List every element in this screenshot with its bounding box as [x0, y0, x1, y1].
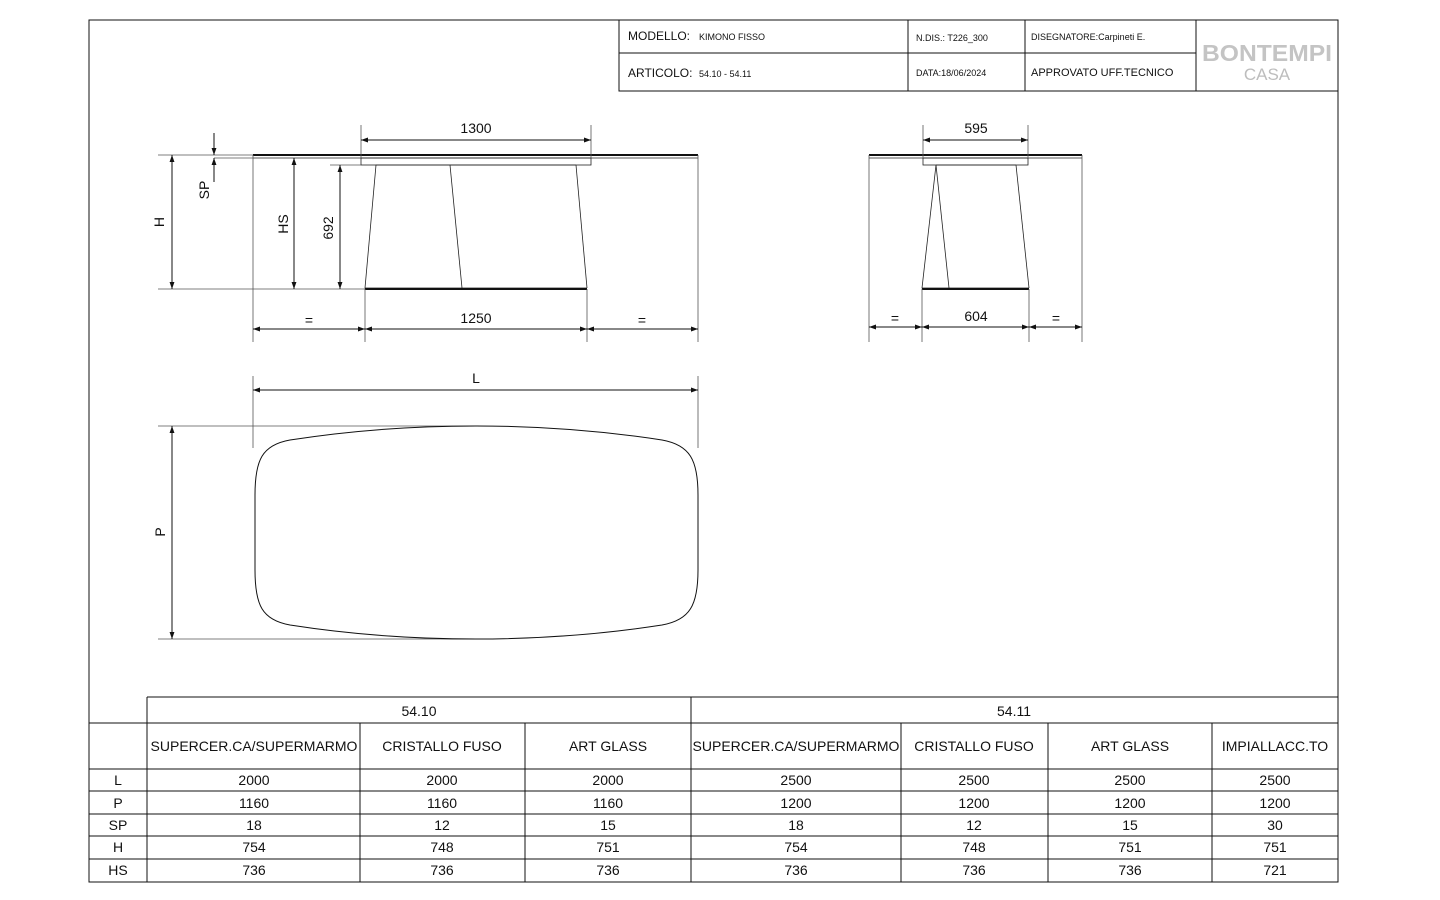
- table-cell: 1200: [958, 795, 990, 811]
- row-label: HS: [108, 862, 128, 878]
- table-cell: 2500: [780, 772, 812, 788]
- front-base-width-dim: 1250: [460, 310, 492, 326]
- table-cell: 1200: [1259, 795, 1291, 811]
- modello-label: MODELLO:: [628, 29, 691, 43]
- table-cell: 18: [246, 817, 262, 833]
- table-cell: 2500: [1259, 772, 1291, 788]
- title-block: [619, 20, 1338, 91]
- table-cell: 2000: [238, 772, 270, 788]
- table-cell: 2000: [426, 772, 458, 788]
- table-cell: 1160: [426, 795, 458, 811]
- table-top-outline: [255, 426, 698, 639]
- plan-depth-label: P: [152, 527, 168, 537]
- table-row: [113, 839, 1287, 855]
- drawing-date: DATA:18/06/2024: [916, 68, 987, 78]
- row-label: H: [112, 839, 124, 855]
- table-cell: 2500: [1114, 772, 1146, 788]
- column-header: CRISTALLO FUSO: [382, 738, 502, 754]
- spec-table: [89, 697, 1338, 882]
- front-right-equal: =: [637, 312, 647, 328]
- column-header: ART GLASS: [1090, 738, 1170, 754]
- table-cell: 1160: [238, 795, 270, 811]
- row-label: P: [113, 795, 123, 811]
- table-cell: 1200: [1114, 795, 1146, 811]
- row-label: SP: [108, 817, 128, 833]
- side-view: [869, 120, 1082, 342]
- brand-logo-top: BONTEMPI: [1202, 40, 1332, 66]
- table-cell: 754: [242, 839, 266, 855]
- table-cell: 15: [1122, 817, 1138, 833]
- table-cell: 12: [966, 817, 982, 833]
- approval: APPROVATO UFF.TECNICO: [1031, 67, 1174, 79]
- column-header: IMPIALLACC.TO: [1221, 738, 1329, 754]
- table-cell: 15: [600, 817, 616, 833]
- table-row: [108, 862, 1287, 878]
- brand-logo-bottom: CASA: [1243, 65, 1291, 84]
- front-top-width-dim: 1300: [460, 120, 492, 136]
- side-top-width-dim: 595: [964, 120, 988, 136]
- side-base-width-dim: 604: [964, 308, 988, 324]
- table-cell: 736: [1118, 862, 1142, 878]
- side-left-equal: =: [890, 310, 900, 326]
- table-cell: 751: [1263, 839, 1287, 855]
- group-header-5410: 54.10: [401, 703, 437, 719]
- front-base-height-dim: 692: [320, 216, 336, 240]
- table-cell: 736: [430, 862, 454, 878]
- front-hs-label: HS: [275, 214, 291, 234]
- table-cell: 12: [434, 817, 450, 833]
- articolo-value: 54.10 - 54.11: [699, 69, 752, 79]
- front-left-equal: =: [304, 312, 314, 328]
- table-row: [114, 772, 1291, 788]
- designer: DISEGNATORE:Carpineti E.: [1031, 32, 1146, 42]
- table-cell: 2500: [958, 772, 990, 788]
- table-cell: 748: [962, 839, 986, 855]
- table-cell: 751: [596, 839, 620, 855]
- table-cell: 30: [1267, 817, 1283, 833]
- table-cell: 18: [788, 817, 804, 833]
- table-cell: 721: [1263, 862, 1287, 878]
- front-sp-label: SP: [196, 180, 212, 200]
- articolo-label: ARTICOLO:: [628, 66, 693, 80]
- table-cell: 1160: [592, 795, 624, 811]
- table-cell: 736: [596, 862, 620, 878]
- table-cell: 736: [784, 862, 808, 878]
- table-cell: 736: [242, 862, 266, 878]
- plan-length-label: L: [472, 370, 480, 386]
- table-cell: 748: [430, 839, 454, 855]
- front-h-label: H: [151, 216, 167, 228]
- table-row: [113, 795, 1290, 811]
- modello-value: KIMONO FISSO: [699, 32, 766, 42]
- column-header: SUPERCER.CA/SUPERMARMO: [150, 738, 358, 754]
- table-cell: 1200: [780, 795, 812, 811]
- table-cell: 736: [962, 862, 986, 878]
- table-row: [109, 817, 1283, 833]
- column-header: SUPERCER.CA/SUPERMARMO: [692, 738, 900, 754]
- drawing-number: N.DIS.: T226_300: [916, 33, 988, 43]
- plan-view: [152, 370, 698, 639]
- side-right-equal: =: [1051, 310, 1061, 326]
- group-header-5411: 54.11: [997, 703, 1031, 719]
- table-cell: 751: [1118, 839, 1142, 855]
- table-cell: 2000: [592, 772, 624, 788]
- front-view: [151, 120, 698, 342]
- column-header: ART GLASS: [568, 738, 648, 754]
- column-header: CRISTALLO FUSO: [914, 738, 1034, 754]
- table-cell: 754: [784, 839, 808, 855]
- row-label: L: [114, 772, 122, 788]
